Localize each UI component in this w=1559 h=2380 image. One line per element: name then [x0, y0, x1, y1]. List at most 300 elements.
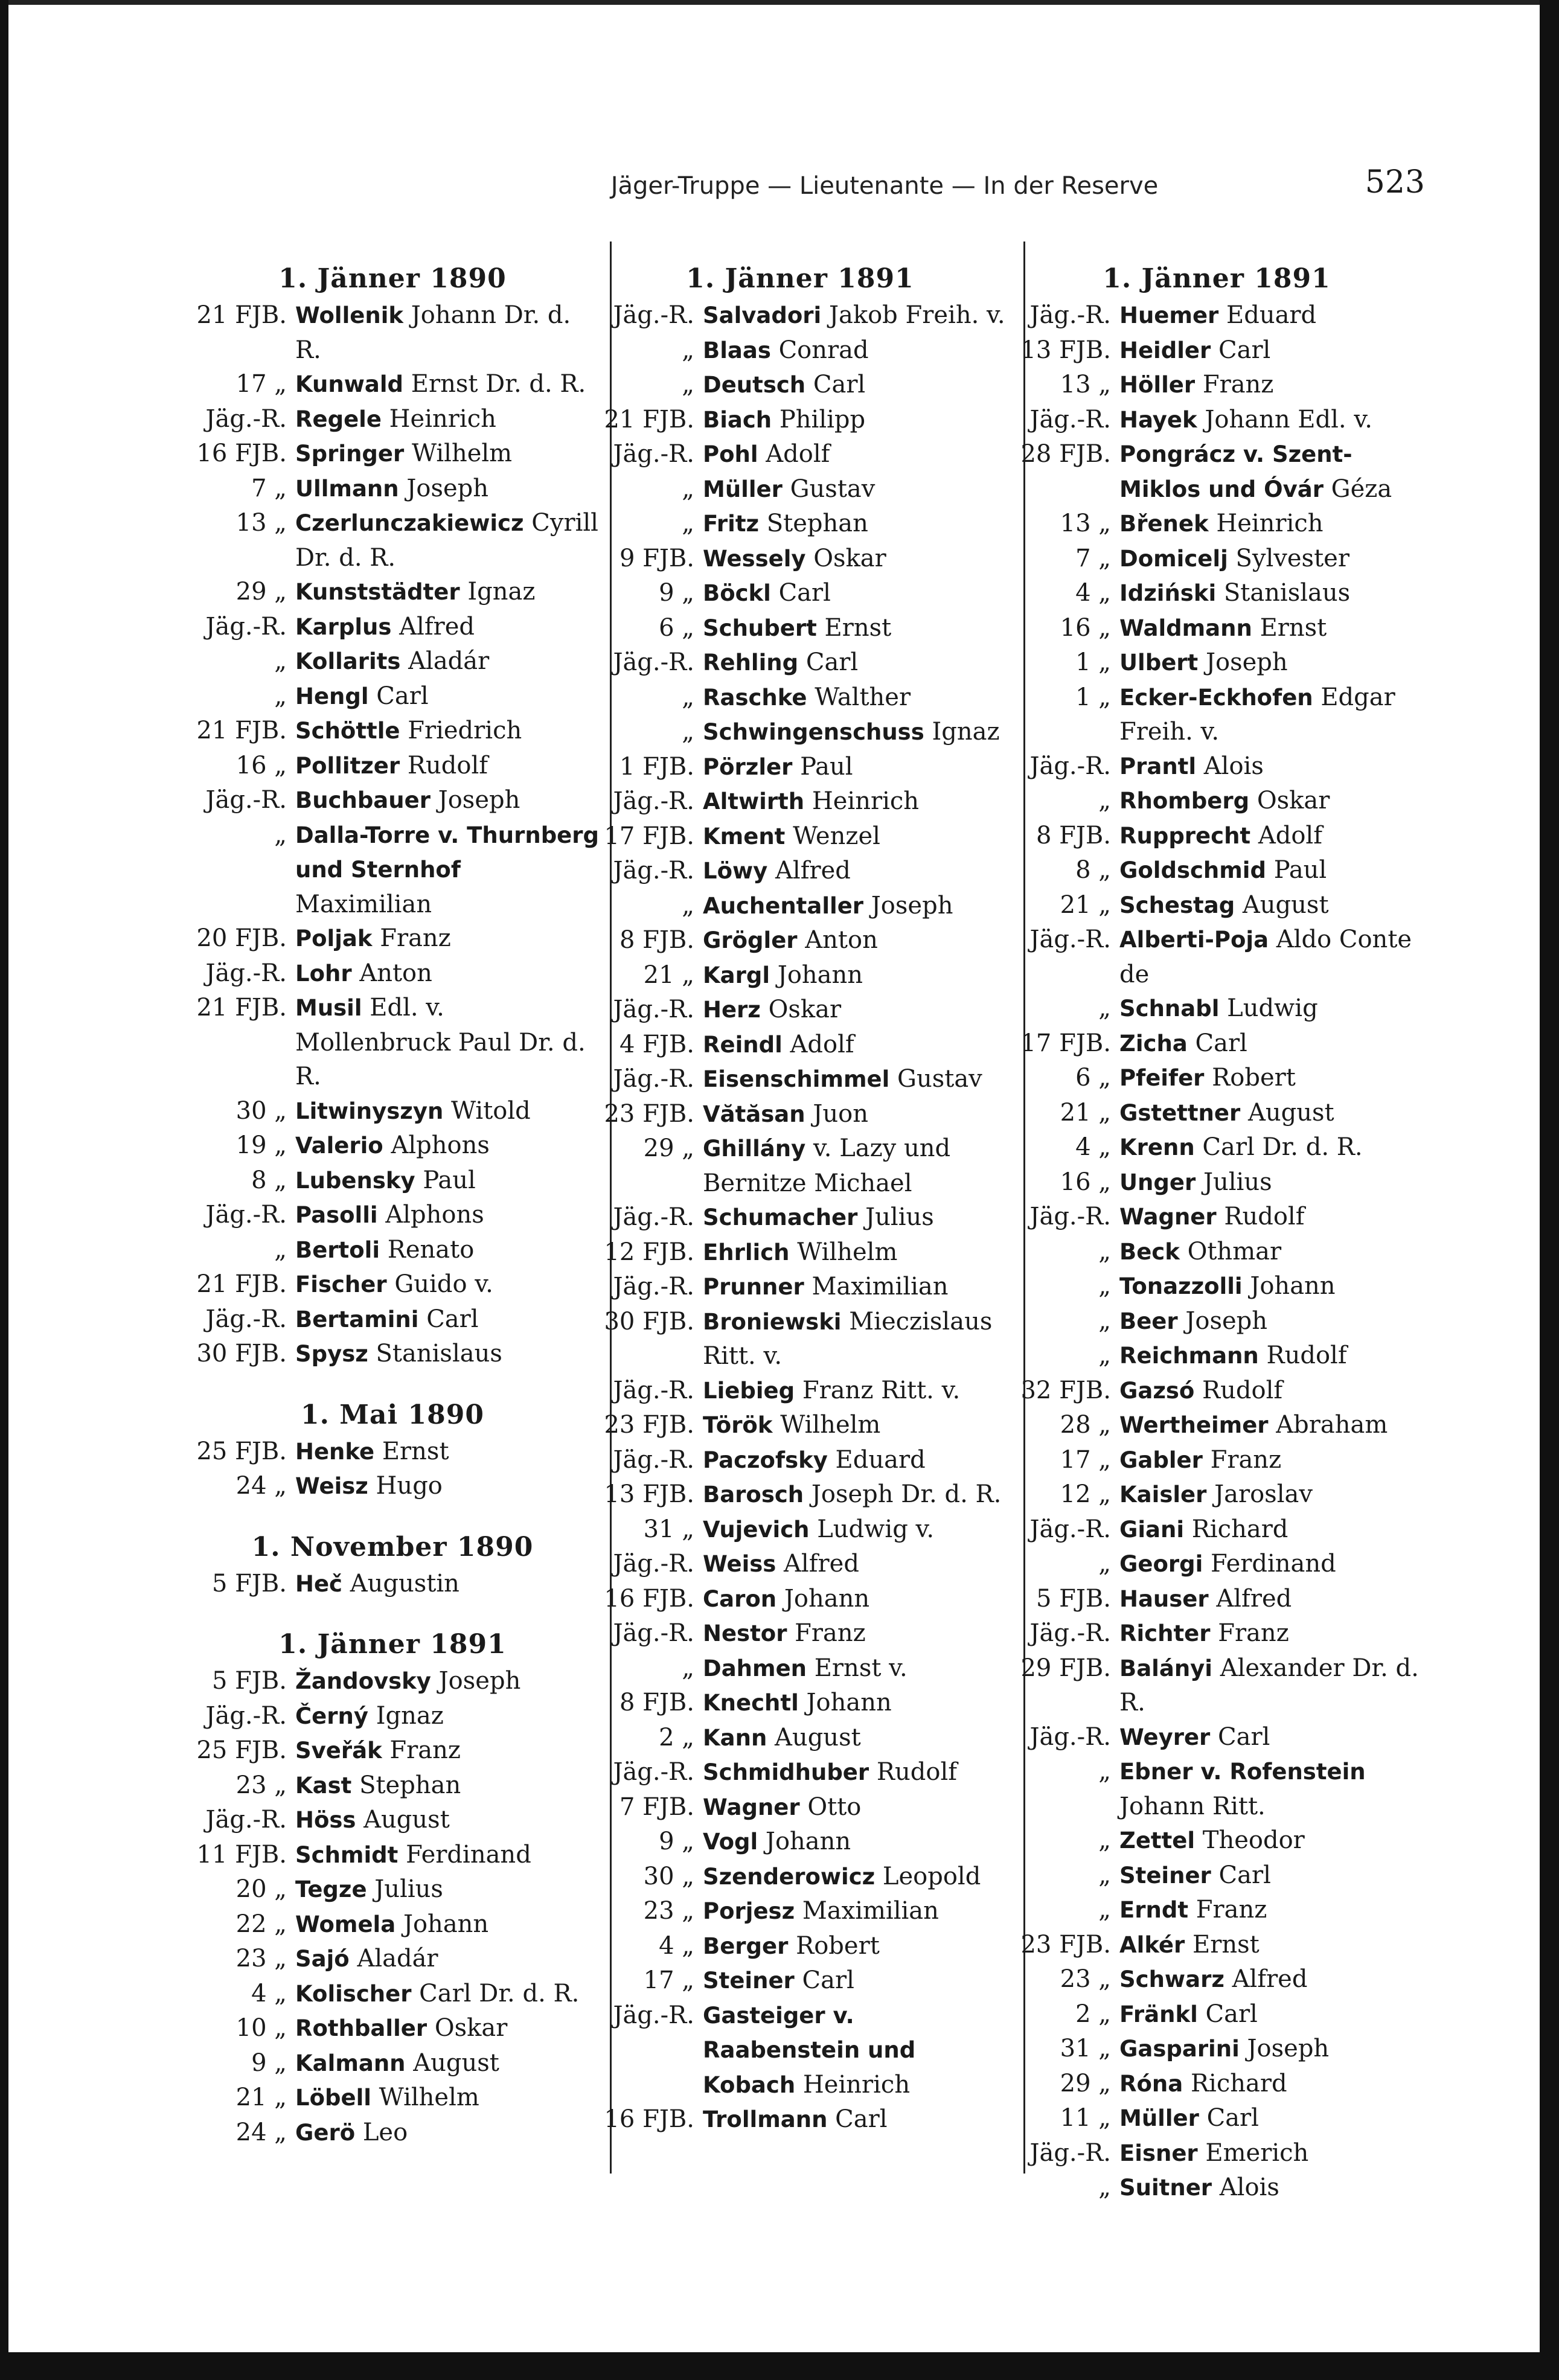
given-name: Alfred [399, 612, 475, 641]
surname: Böckl [703, 580, 771, 606]
given-name: Joseph [871, 891, 953, 920]
officer-name [295, 1337, 604, 1372]
roster-entry [589, 1825, 1011, 1860]
officer-name [295, 991, 604, 1094]
given-name: August [363, 1806, 450, 1834]
officer-name [703, 1894, 1011, 1929]
officer-name [295, 2046, 604, 2081]
roster-entry [181, 2011, 604, 2046]
given-name: Adolf [766, 440, 830, 468]
given-name: Julius [374, 1875, 443, 1903]
unit-label: „ [682, 683, 694, 711]
surname: Černý [295, 1703, 368, 1729]
officer-name [703, 680, 1011, 715]
unit-label: „ [1098, 1237, 1111, 1265]
surname: Schumacher [703, 1204, 858, 1230]
unit-label: 5 FJB. [211, 1569, 287, 1598]
surname: Gstettner [1119, 1099, 1241, 1126]
unit-label: 23 „ [1060, 1965, 1111, 1993]
surname: Schmidt [295, 1841, 399, 1868]
running-head: Jäger-Truppe — Lieutenante — In der Reserve [610, 172, 1159, 200]
officer-name [703, 1721, 1011, 1756]
unit-label: 9 „ [659, 579, 694, 607]
officer-name [295, 402, 604, 437]
unit-label: 24 „ [235, 1472, 287, 1500]
surname: Domicelj [1119, 545, 1228, 572]
officer-name [703, 1374, 1011, 1409]
surname: Zettel [1119, 1828, 1196, 1854]
given-name: Carl [1205, 2000, 1258, 2028]
officer-name [703, 958, 1011, 993]
officer-name [703, 1929, 1011, 1964]
unit-label: 13 „ [1060, 510, 1111, 537]
unit-label: „ [1098, 1826, 1111, 1854]
officer-name [1119, 1823, 1428, 1858]
officer-name [1119, 1477, 1428, 1512]
unit-label: Jäg.-R. [1029, 301, 1111, 329]
given-name: Paul [423, 1166, 476, 1194]
column-1 [181, 260, 604, 2150]
given-name: Stephan [766, 510, 868, 537]
surname: Gazsó [1119, 1377, 1195, 1404]
roster-entry [589, 1860, 1011, 1895]
surname: Schmidhuber [703, 1759, 869, 1785]
given-name: Friedrich [408, 717, 522, 744]
surname: Sveřák [295, 1738, 382, 1764]
roster-entry [1005, 1374, 1428, 1409]
officer-name [703, 1963, 1011, 1998]
given-name: Franz [1210, 1445, 1282, 1474]
roster-entry [181, 1435, 604, 1470]
officer-name [703, 1686, 1011, 1721]
unit-label: 5 FJB. [211, 1667, 287, 1695]
officer-name [295, 1198, 604, 1233]
unit-label: 30 FJB. [604, 1307, 694, 1336]
given-name: Anton [805, 926, 878, 954]
surname: Fritz [703, 511, 760, 537]
surname: Womela [295, 1911, 396, 1937]
roster-entry [1005, 1408, 1428, 1443]
surname: Beck [1119, 1238, 1180, 1265]
given-name: Franz [1202, 371, 1274, 398]
roster-entry [589, 1755, 1011, 1790]
officer-name [1119, 1096, 1428, 1131]
roster-entry [589, 403, 1011, 438]
given-name: Joseph [1247, 2035, 1330, 2062]
given-name: Guido v. [394, 1270, 493, 1298]
officer-name [295, 1128, 604, 1163]
roster-entry [1005, 1893, 1428, 1928]
given-name: Stanislaus [1223, 579, 1351, 607]
officer-name [295, 2081, 604, 2116]
given-name: Leo [362, 2118, 408, 2146]
unit-label: 13 FJB. [604, 1480, 694, 1508]
unit-label: 23 FJB. [604, 1099, 694, 1128]
officer-name [295, 1233, 604, 1268]
surname: Wessely [703, 545, 806, 572]
unit-label: 11 FJB. [196, 1840, 287, 1869]
given-name: Carl [778, 579, 831, 607]
unit-label: Jäg.-R. [613, 1273, 694, 1300]
surname: Fränkl [1119, 2001, 1198, 2027]
given-name: Robert [1212, 1064, 1296, 1092]
unit-label: 1 FJB. [619, 752, 694, 781]
officer-name [295, 1907, 604, 1942]
officer-name [703, 1477, 1011, 1512]
surname: Kunwald [295, 371, 404, 397]
officer-name [1119, 1616, 1428, 1651]
officer-name [703, 1235, 1011, 1270]
unit-label: 4 „ [659, 1931, 694, 1960]
unit-label: 17 „ [643, 1966, 694, 1994]
unit-label: 8 FJB. [619, 926, 694, 954]
surname: Richter [1119, 1620, 1211, 1646]
roster-entry [1005, 853, 1428, 888]
unit-label: 16 FJB. [604, 2105, 694, 2133]
officer-name [1119, 680, 1428, 749]
officer-name [1119, 2170, 1428, 2206]
surname: Kment [703, 823, 786, 849]
surname: Caron [703, 1585, 777, 1612]
given-name: Carl [1218, 1723, 1270, 1751]
given-name: Wilhelm [379, 2084, 479, 2111]
unit-label: Jäg.-R. [205, 405, 287, 433]
roster-entry [589, 645, 1011, 680]
given-name: Oskar [813, 544, 886, 572]
unit-label: 4 FJB. [619, 1030, 694, 1058]
given-name: Emerich [1205, 2138, 1309, 2167]
officer-name [1119, 542, 1428, 577]
roster-entry [181, 1838, 604, 1873]
given-name: Carl [1206, 2104, 1259, 2132]
unit-label: 4 „ [1075, 1133, 1111, 1161]
surname: Kalmann [295, 2050, 406, 2076]
surname: Kolischer [295, 1980, 412, 2007]
roster-entry [589, 889, 1011, 924]
officer-name [703, 1131, 1011, 1200]
officer-name [1119, 1200, 1428, 1235]
unit-label: 16 FJB. [604, 1584, 694, 1613]
roster-entry [1005, 1962, 1428, 1997]
unit-label: 11 „ [1060, 2104, 1111, 2132]
surname: Goldschmid [1119, 857, 1266, 883]
roster-entry [1005, 819, 1428, 854]
roster-entry [589, 2102, 1011, 2137]
given-name: Johann Dr. d. R. [295, 301, 571, 364]
roster-entry [589, 1616, 1011, 1651]
surname: Liebieg [703, 1377, 795, 1404]
officer-name [1119, 1374, 1428, 1409]
roster-entry [181, 2116, 604, 2151]
roster-entry [1005, 680, 1428, 749]
given-name: Alois [1203, 752, 1264, 780]
officer-name [1119, 1339, 1428, 1374]
unit-label: 23 FJB. [1020, 1930, 1111, 1959]
given-name: Othmar [1187, 1237, 1282, 1265]
unit-label: 12 FJB. [604, 1238, 694, 1266]
officer-name [1119, 2067, 1428, 2102]
roster-entry [589, 1998, 1011, 2103]
surname: Löwy [703, 858, 768, 884]
officer-name [703, 403, 1011, 438]
unit-label: 13 „ [235, 509, 287, 537]
officer-name [295, 749, 604, 784]
unit-label: 23 „ [235, 1771, 287, 1799]
roster-entry [181, 1302, 604, 1337]
officer-name [703, 993, 1011, 1028]
given-name: Carl [802, 1966, 854, 1994]
officer-name [295, 1435, 604, 1470]
given-name: Oskar [768, 996, 842, 1023]
officer-name [295, 1768, 604, 1803]
given-name: Rudolf [1266, 1342, 1347, 1369]
surname: Ulbert [1119, 650, 1199, 676]
unit-label: „ [1098, 2174, 1111, 2201]
roster-entry [1005, 1339, 1428, 1374]
surname: Reichmann [1119, 1343, 1259, 1369]
surname: Deutsch [703, 372, 806, 398]
given-name: Heinrich [1216, 510, 1324, 537]
officer-name [1119, 1893, 1428, 1928]
section-heading: 1. Jänner 1891 [686, 263, 914, 294]
surname: Alkér [1119, 1931, 1185, 1958]
roster-entry [1005, 1200, 1428, 1235]
roster-entry [1005, 1477, 1428, 1512]
roster-entry [181, 1803, 604, 1838]
surname: Pfeifer [1119, 1065, 1205, 1091]
unit-label: 4 „ [1075, 579, 1111, 607]
given-name: Ernst [1192, 1930, 1260, 1959]
unit-label: 21 FJB. [196, 1270, 287, 1298]
given-name: Carl Dr. d. R. [419, 1979, 580, 2007]
surname: Břenek [1119, 511, 1209, 537]
roster-entry [1005, 1582, 1428, 1617]
given-name: Johann [777, 961, 863, 989]
unit-label: 12 „ [1060, 1480, 1111, 1508]
given-name: Sylvester [1235, 544, 1349, 572]
given-name: Franz Ritt. v. [802, 1376, 961, 1404]
surname: Ehrlich [703, 1239, 790, 1265]
surname: Reindl [703, 1031, 783, 1058]
surname: Müller [1119, 2105, 1199, 2131]
officer-name [703, 1443, 1011, 1478]
unit-label: Jäg.-R. [613, 440, 694, 468]
surname: Berger [703, 1933, 789, 1959]
roster-entry [181, 1768, 604, 1803]
surname: Sajó [295, 1946, 350, 1972]
roster-entry [589, 958, 1011, 993]
given-name: Carl [1195, 1029, 1247, 1057]
surname: Schestag [1119, 892, 1235, 918]
officer-name [295, 610, 604, 645]
unit-label: 28 „ [1060, 1411, 1111, 1439]
roster-entry [589, 368, 1011, 403]
given-name: Carl [1218, 1861, 1271, 1889]
unit-label: „ [682, 336, 694, 364]
officer-name [295, 1664, 604, 1699]
surname: Vătăsan [703, 1101, 805, 1127]
roster-entry [589, 1305, 1011, 1374]
officer-name [703, 576, 1011, 611]
roster-entry [1005, 2136, 1428, 2171]
unit-label: Jäg.-R. [613, 1376, 694, 1404]
officer-name [295, 1942, 604, 1977]
surname: Pasolli [295, 1202, 378, 1228]
given-name: Edgar Freih. v. [1119, 683, 1395, 746]
officer-name [703, 611, 1011, 646]
officer-name [295, 437, 604, 472]
roster-entry [589, 1374, 1011, 1409]
roster-entry [181, 1872, 604, 1907]
surname: Herz [703, 997, 761, 1023]
roster-entry [181, 1733, 604, 1768]
given-name: Mieczislaus Ritt. v. [703, 1307, 993, 1370]
surname: Schubert [703, 615, 817, 641]
given-name: Carl [835, 2105, 888, 2133]
surname: Gerö [295, 2119, 356, 2146]
column-3 [1005, 260, 1428, 2206]
roster-entry [181, 1469, 604, 1504]
given-name: Julius [1203, 1168, 1272, 1196]
given-name: Carl [1218, 336, 1271, 364]
officer-name [295, 956, 604, 991]
surname: Szenderowicz [703, 1863, 876, 1890]
unit-label: 30 „ [235, 1096, 287, 1125]
roster-entry [589, 1477, 1011, 1512]
officer-name [295, 1469, 604, 1504]
officer-name [1119, 1408, 1428, 1443]
roster-entry [181, 679, 604, 714]
officer-name [703, 1651, 1011, 1686]
surname: Wollenik [295, 302, 404, 328]
unit-label: 21 „ [1060, 891, 1111, 919]
officer-name [295, 1094, 604, 1129]
unit-label: 25 FJB. [196, 1736, 287, 1764]
given-name: Walther [815, 683, 911, 711]
given-name: Julius [865, 1203, 934, 1231]
given-name: Stanislaus [376, 1340, 502, 1368]
given-name: Cyrill Dr. d. R. [295, 509, 598, 572]
surname: Kaisler [1119, 1482, 1207, 1508]
unit-label: „ [1098, 994, 1111, 1022]
surname: Pongrácz v. Szent-Miklos und Óvár [1119, 441, 1353, 502]
officer-name [703, 1305, 1011, 1374]
surname: Schwarz [1119, 1966, 1224, 1992]
given-name: Wilhelm [411, 440, 513, 467]
given-name: Carl Dr. d. R. [1202, 1133, 1363, 1161]
officer-name [703, 437, 1011, 472]
unit-label: Jäg.-R. [613, 996, 694, 1023]
roster-entry [589, 1270, 1011, 1305]
officer-name [1119, 1061, 1428, 1096]
given-name: Adolf [1258, 821, 1322, 849]
officer-name [1119, 888, 1428, 923]
given-name: Rudolf [1202, 1376, 1283, 1404]
given-name: Johann [403, 1910, 489, 1938]
officer-name [703, 923, 1011, 958]
surname: Wertheimer [1119, 1412, 1269, 1438]
unit-label: 1 „ [1075, 683, 1111, 711]
officer-name [703, 368, 1011, 403]
surname: Pohl [703, 441, 758, 467]
section-heading: 1. Mai 1890 [301, 1399, 484, 1430]
unit-label: Jäg.-R. [613, 857, 694, 885]
officer-name [295, 714, 604, 749]
roster-entry [1005, 1720, 1428, 1755]
surname: Pörzler [703, 753, 793, 780]
roster-entry [589, 1651, 1011, 1686]
roster-entry [589, 1963, 1011, 1998]
roster-entry [1005, 1443, 1428, 1478]
officer-name [703, 507, 1011, 542]
surname: Valerio [295, 1133, 383, 1159]
given-name: Ferdinand [406, 1840, 531, 1869]
scan-border-bottom [0, 2352, 1559, 2380]
unit-label: „ [682, 475, 694, 503]
given-name: Carl [805, 648, 859, 676]
unit-label: 6 „ [659, 613, 694, 642]
officer-name [1119, 1130, 1428, 1165]
surname: Ebner v. Rofenstein [1119, 1759, 1366, 1785]
roster-entry [589, 750, 1011, 785]
surname: Springer [295, 441, 405, 467]
given-name: Ludwig [1227, 994, 1318, 1022]
unit-label: 16 „ [235, 751, 287, 779]
officer-name [295, 575, 604, 610]
unit-label: Jäg.-R. [1029, 405, 1111, 433]
surname: Hengl [295, 683, 369, 709]
surname: Auchentaller [703, 892, 864, 919]
unit-label: 23 „ [643, 1897, 694, 1925]
officer-name [703, 854, 1011, 889]
officer-name [1119, 2032, 1428, 2067]
unit-label: 20 FJB. [196, 924, 287, 952]
roster-entry [181, 1664, 604, 1699]
unit-label: Jäg.-R. [1029, 1619, 1111, 1647]
roster-entry [1005, 1858, 1428, 1893]
officer-name [703, 1512, 1011, 1547]
given-name: Adolf [790, 1030, 854, 1058]
officer-name [703, 472, 1011, 507]
unit-label: 23 FJB. [604, 1411, 694, 1439]
roster-entry [1005, 611, 1428, 646]
officer-name [1119, 298, 1428, 333]
roster-entry [589, 1790, 1011, 1825]
unit-label: „ [682, 510, 694, 537]
officer-name [703, 1755, 1011, 1790]
surname: Weyrer [1119, 1724, 1211, 1750]
surname: Blaas [703, 337, 771, 363]
unit-label: „ [274, 821, 287, 849]
officer-name [1119, 368, 1428, 403]
surname: Erndt [1119, 1897, 1189, 1923]
unit-label: 21 FJB. [604, 405, 694, 433]
given-name: Heinrich [812, 787, 920, 815]
given-name: Johann [784, 1584, 870, 1613]
unit-label: 13 „ [1060, 371, 1111, 398]
officer-name [703, 750, 1011, 785]
roster-entry [181, 1233, 604, 1268]
surname: Knechtl [703, 1690, 799, 1716]
roster-entry [589, 298, 1011, 333]
officer-name [295, 1838, 604, 1873]
unit-label: 9 „ [251, 2049, 287, 2077]
given-name: Géza [1331, 475, 1392, 503]
surname: Heč [295, 1570, 342, 1597]
surname: Müller [703, 476, 783, 502]
officer-name [295, 472, 604, 507]
given-name: Robert [796, 1931, 880, 1960]
